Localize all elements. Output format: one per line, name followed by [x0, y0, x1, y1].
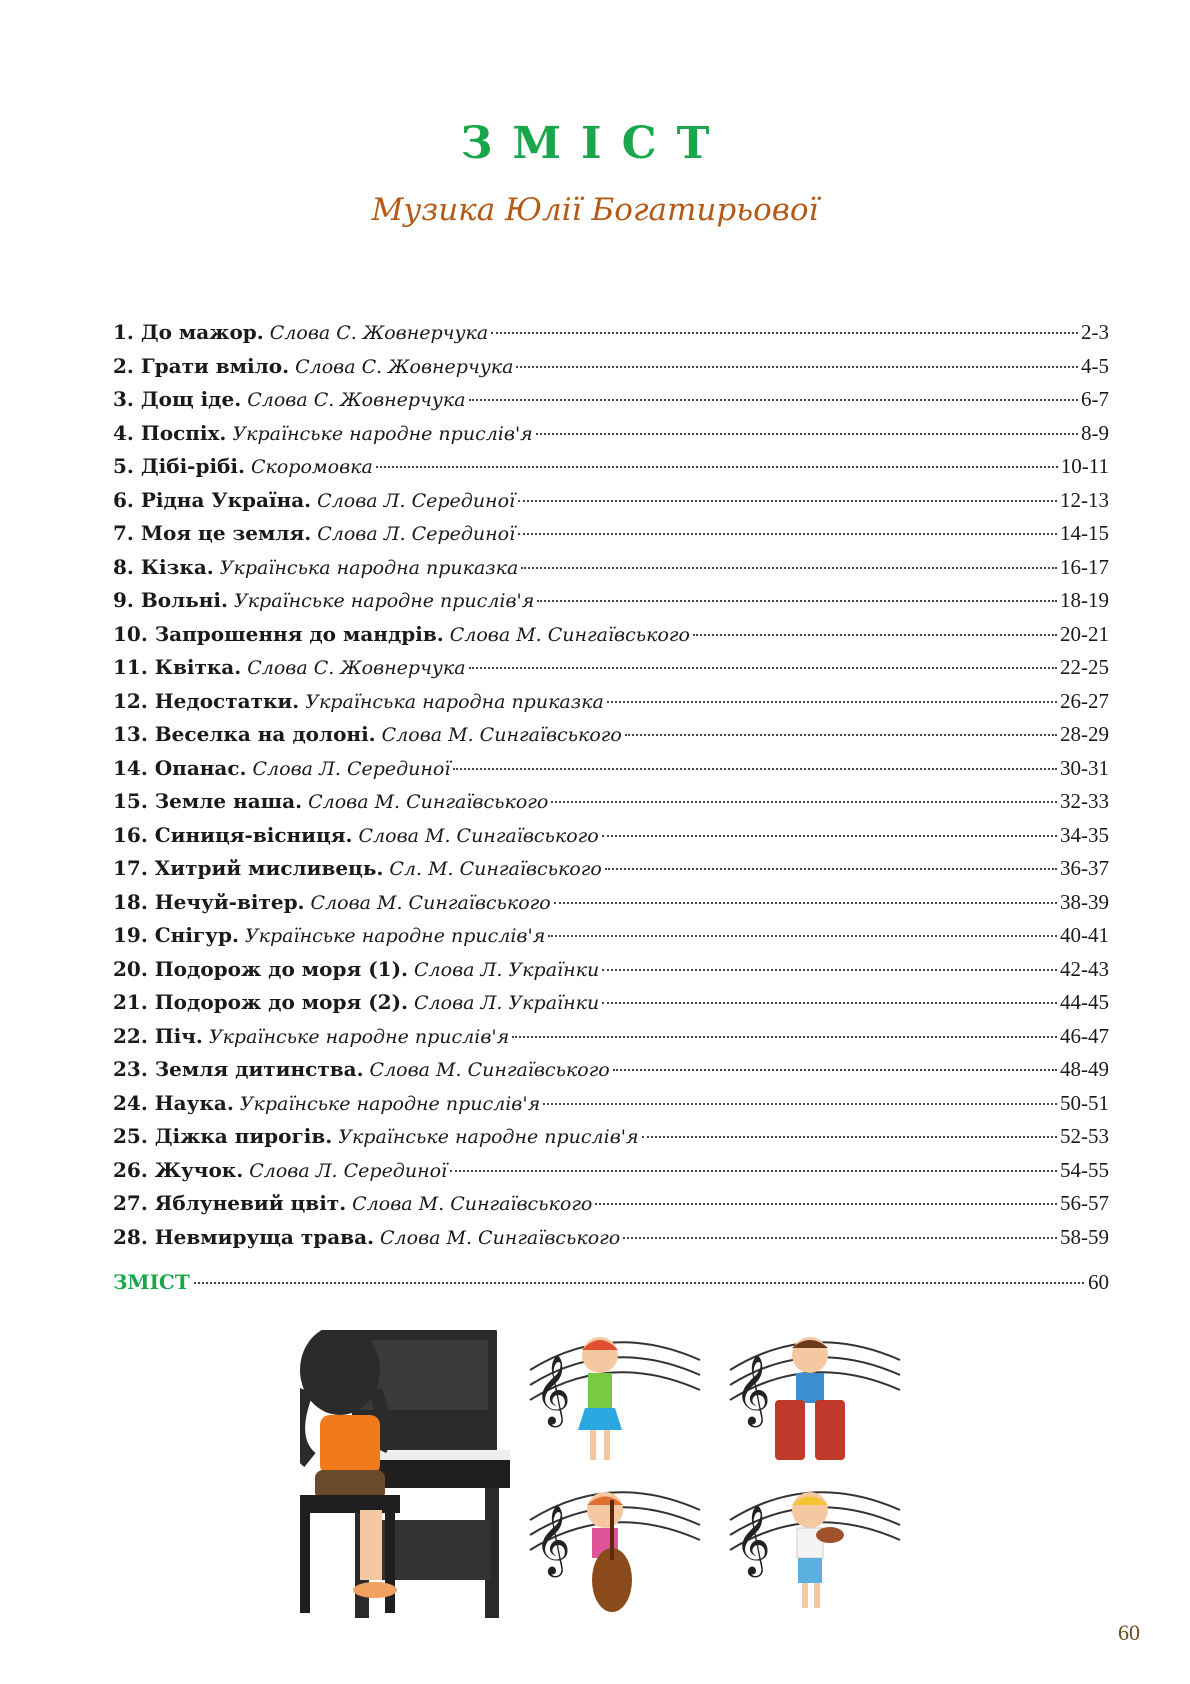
toc-entry-author: Слова Л. Серединої [249, 1159, 448, 1182]
toc-entry-title: 20. Подорож до моря (1). [113, 956, 409, 981]
dot-leader [469, 667, 1057, 669]
toc-entry-title: 23. Земля дитинства. [113, 1057, 364, 1081]
toc-entry-author: Слова М. Сингаївського [369, 1059, 610, 1081]
contents-entry[interactable] [113, 1270, 1109, 1295]
toc-entry-title: 27. Яблуневий цвіт. [113, 1191, 347, 1215]
girl-with-cello-image [530, 1492, 700, 1612]
toc-entry-title: 2. Грати вміло. [113, 353, 290, 378]
toc-entry-title: 16. Синиця-вісниця. [113, 822, 353, 847]
toc-entry-author: Слова Л. Українки [414, 958, 600, 981]
toc-entry-title: 6. Рідна Україна. [113, 487, 312, 512]
toc-entry-pages: 28-29 [1060, 722, 1109, 746]
dot-leader [469, 399, 1078, 401]
toc-entry-pages: 16-17 [1060, 554, 1109, 579]
toc-entry[interactable] [113, 1057, 1109, 1091]
toc-entry-pages: 12-13 [1060, 487, 1109, 512]
toc-entry-title: 22. Піч. [113, 1023, 203, 1048]
toc-entry-title: 15. Земле наша. [113, 789, 303, 813]
toc-entry-title: 19. Снігур. [113, 923, 239, 947]
dot-leader [602, 969, 1057, 971]
toc-entry-author: Українська народна приказка [305, 690, 604, 713]
dot-leader [625, 734, 1057, 736]
toc-entry-author: Слова Л. Українки [414, 992, 600, 1014]
toc-entry-title: 18. Нечуй-вітер. [113, 889, 305, 914]
toc-entry[interactable] [113, 488, 1109, 522]
svg-text:𝄞: 𝄞 [535, 1355, 571, 1425]
dot-leader [518, 500, 1057, 502]
dot-leader [623, 1237, 1057, 1239]
girl-with-maracas-image [530, 1337, 700, 1460]
dot-leader [453, 768, 1057, 770]
toc-entry[interactable] [113, 990, 1109, 1024]
toc-entry[interactable] [113, 1191, 1109, 1225]
toc-entry[interactable] [113, 1024, 1109, 1058]
toc-entry-author: Слова М. Сингаївського [380, 1226, 621, 1249]
toc-entry-author: Слова Л. Серединої [252, 757, 451, 780]
toc-entry-pages: 22-25 [1060, 655, 1109, 679]
contents-entry-pages: 60 [1088, 1270, 1109, 1294]
toc-entry[interactable] [113, 957, 1109, 991]
toc-entry-title: 21. Подорож до моря (2). [113, 990, 409, 1014]
dot-leader [194, 1282, 1084, 1284]
toc-entry-author: Слова С. Жовнерчука [295, 355, 514, 378]
toc-entry-title: 10. Запрошення до мандрів. [113, 621, 444, 646]
toc-entry-author: Українське народне прислів'я [244, 925, 546, 947]
boy-with-drums-image [730, 1337, 900, 1460]
toc-entry-pages: 46-47 [1060, 1023, 1109, 1048]
svg-text:𝄞: 𝄞 [735, 1505, 771, 1575]
toc-entry-pages: 18-19 [1060, 588, 1109, 612]
toc-entry-author: Українське народне прислів'я [208, 1025, 510, 1048]
toc-entry-pages: 32-33 [1060, 789, 1109, 813]
toc-entry-title: 9. Вольні. [113, 588, 228, 612]
toc-entry-author: Українське народне прислів'я [239, 1092, 541, 1115]
table-of-contents [113, 320, 1109, 1258]
page-number: 60 [1118, 1620, 1140, 1645]
toc-entry-pages: 6-7 [1081, 387, 1109, 411]
toc-entry[interactable] [113, 555, 1109, 589]
dot-leader [543, 1103, 1057, 1105]
toc-entry-author: Слова С. Жовнерчука [247, 657, 466, 679]
toc-entry-pages: 4-5 [1081, 353, 1109, 378]
toc-entry-title: 11. Квітка. [113, 655, 242, 679]
toc-entry[interactable] [113, 923, 1109, 957]
toc-entry-author: Українське народне прислів'я [338, 1126, 639, 1148]
toc-entry-pages: 20-21 [1060, 621, 1109, 646]
toc-entry-pages: 34-35 [1060, 822, 1109, 847]
toc-entry[interactable] [113, 521, 1109, 555]
toc-entry-pages: 26-27 [1060, 688, 1109, 713]
toc-entry-title: 12. Недостатки. [113, 688, 300, 713]
toc-entry-author: Українське народне прислів'я [232, 422, 533, 445]
toc-entry[interactable] [113, 1124, 1109, 1158]
dot-leader [602, 1002, 1057, 1004]
dot-leader [605, 868, 1057, 870]
dot-leader [693, 634, 1057, 636]
toc-entry-title: 14. Опанас. [113, 755, 247, 780]
toc-entry-author: Слова М. Сингаївського [449, 623, 690, 646]
toc-entry-pages: 54-55 [1060, 1157, 1109, 1182]
toc-entry-author: Слова С. Жовнерчука [247, 389, 466, 411]
contents-entry-title: ЗМІСТ [113, 1270, 190, 1294]
page-subtitle: Музика Юлії Богатирьової [371, 192, 819, 228]
toc-entry-pages: 48-49 [1060, 1057, 1109, 1081]
dot-leader [521, 567, 1057, 569]
toc-entry-title: 13. Веселка на долоні. [113, 722, 376, 746]
dot-leader [595, 1203, 1057, 1205]
toc-entry-title: 8. Кізка. [113, 554, 214, 579]
toc-entry[interactable] [113, 722, 1109, 756]
toc-entry-pages: 38-39 [1060, 889, 1109, 914]
toc-entry-pages: 14-15 [1060, 521, 1109, 545]
toc-entry-author: Сл. М. Сингаївського [389, 858, 602, 880]
toc-entry[interactable] [113, 789, 1109, 823]
toc-entry-author: Слова М. Сингаївського [358, 824, 599, 847]
page-title: ЗМІСТ [460, 118, 730, 169]
toc-entry[interactable] [113, 756, 1109, 790]
dot-leader [554, 902, 1057, 904]
dot-leader [536, 433, 1078, 435]
dot-leader [516, 366, 1078, 368]
toc-entry-author: Українське народне прислів'я [233, 590, 535, 612]
toc-entry-title: 3. Дощ іде. [113, 387, 242, 411]
toc-entry[interactable] [113, 1158, 1109, 1192]
toc-entry-pages: 52-53 [1060, 1124, 1109, 1148]
toc-entry-pages: 36-37 [1060, 856, 1109, 880]
toc-entry[interactable] [113, 1225, 1109, 1259]
toc-entry-author: Слова М. Сингаївського [308, 791, 549, 813]
toc-entry-author: Слова М. Сингаївського [381, 724, 622, 746]
dot-leader [491, 332, 1078, 334]
toc-entry-title: 28. Невмируща трава. [113, 1224, 374, 1249]
dot-leader [551, 801, 1057, 803]
toc-entry-author: Слова С. Жовнерчука [269, 322, 489, 344]
dot-leader [607, 701, 1057, 703]
toc-entry-pages: 2-3 [1081, 320, 1109, 344]
toc-entry-title: 4. Поспіх. [113, 420, 227, 445]
toc-entry-author: Слова Л. Серединої [317, 489, 516, 512]
toc-entry-pages: 40-41 [1060, 923, 1109, 947]
music-illustration [300, 1330, 960, 1630]
toc-entry-author: Скоромовка [250, 456, 373, 478]
dot-leader [537, 600, 1057, 602]
toc-entry[interactable] [113, 890, 1109, 924]
toc-entry[interactable] [113, 622, 1109, 656]
toc-entry-title: 1. До мажор. [113, 320, 264, 344]
toc-entry[interactable] [113, 387, 1109, 421]
toc-entry-author: Слова М. Сингаївського [310, 891, 551, 914]
toc-entry-pages: 44-45 [1060, 990, 1109, 1014]
toc-entry[interactable] [113, 421, 1109, 455]
toc-entry[interactable] [113, 655, 1109, 689]
toc-entry-pages: 42-43 [1060, 956, 1109, 981]
toc-entry-title: 26. Жучок. [113, 1157, 244, 1182]
toc-entry-author: Українська народна приказка [219, 556, 519, 579]
dot-leader [512, 1036, 1057, 1038]
dot-leader [450, 1170, 1057, 1172]
toc-entry-title: 25. Діжка пирогів. [113, 1124, 333, 1148]
dot-leader [376, 466, 1058, 468]
toc-entry-pages: 10-11 [1060, 454, 1109, 478]
toc-entry[interactable] [113, 823, 1109, 857]
svg-text:𝄞: 𝄞 [735, 1355, 771, 1425]
toc-entry[interactable] [113, 588, 1109, 622]
toc-entry-author: Слова М. Сингаївського [352, 1193, 593, 1215]
toc-entry-title: 7. Моя це земля. [113, 521, 312, 545]
toc-entry[interactable] [113, 689, 1109, 723]
toc-entry-title: 24. Наука. [113, 1090, 234, 1115]
toc-entry[interactable] [113, 454, 1109, 488]
girl-with-violin-image [730, 1492, 900, 1608]
toc-entry[interactable] [113, 1091, 1109, 1125]
toc-entry[interactable] [113, 320, 1109, 354]
dot-leader [642, 1136, 1057, 1138]
toc-entry-pages: 8-9 [1081, 420, 1109, 445]
dot-leader [613, 1069, 1057, 1071]
toc-entry[interactable] [113, 354, 1109, 388]
dot-leader [518, 533, 1057, 535]
toc-entry[interactable] [113, 856, 1109, 890]
toc-entry-pages: 56-57 [1060, 1191, 1109, 1215]
toc-entry-author: Слова Л. Серединої [317, 523, 516, 545]
dot-leader [548, 935, 1057, 937]
toc-entry-pages: 30-31 [1060, 755, 1109, 780]
toc-entry-pages: 50-51 [1060, 1090, 1109, 1115]
svg-text:𝄞: 𝄞 [535, 1505, 571, 1575]
dot-leader [602, 835, 1057, 837]
toc-entry-title: 5. Дібі-рібі. [113, 454, 245, 478]
toc-entry-title: 17. Хитрий мисливець. [113, 856, 384, 880]
toc-entry-pages: 58-59 [1060, 1224, 1109, 1249]
